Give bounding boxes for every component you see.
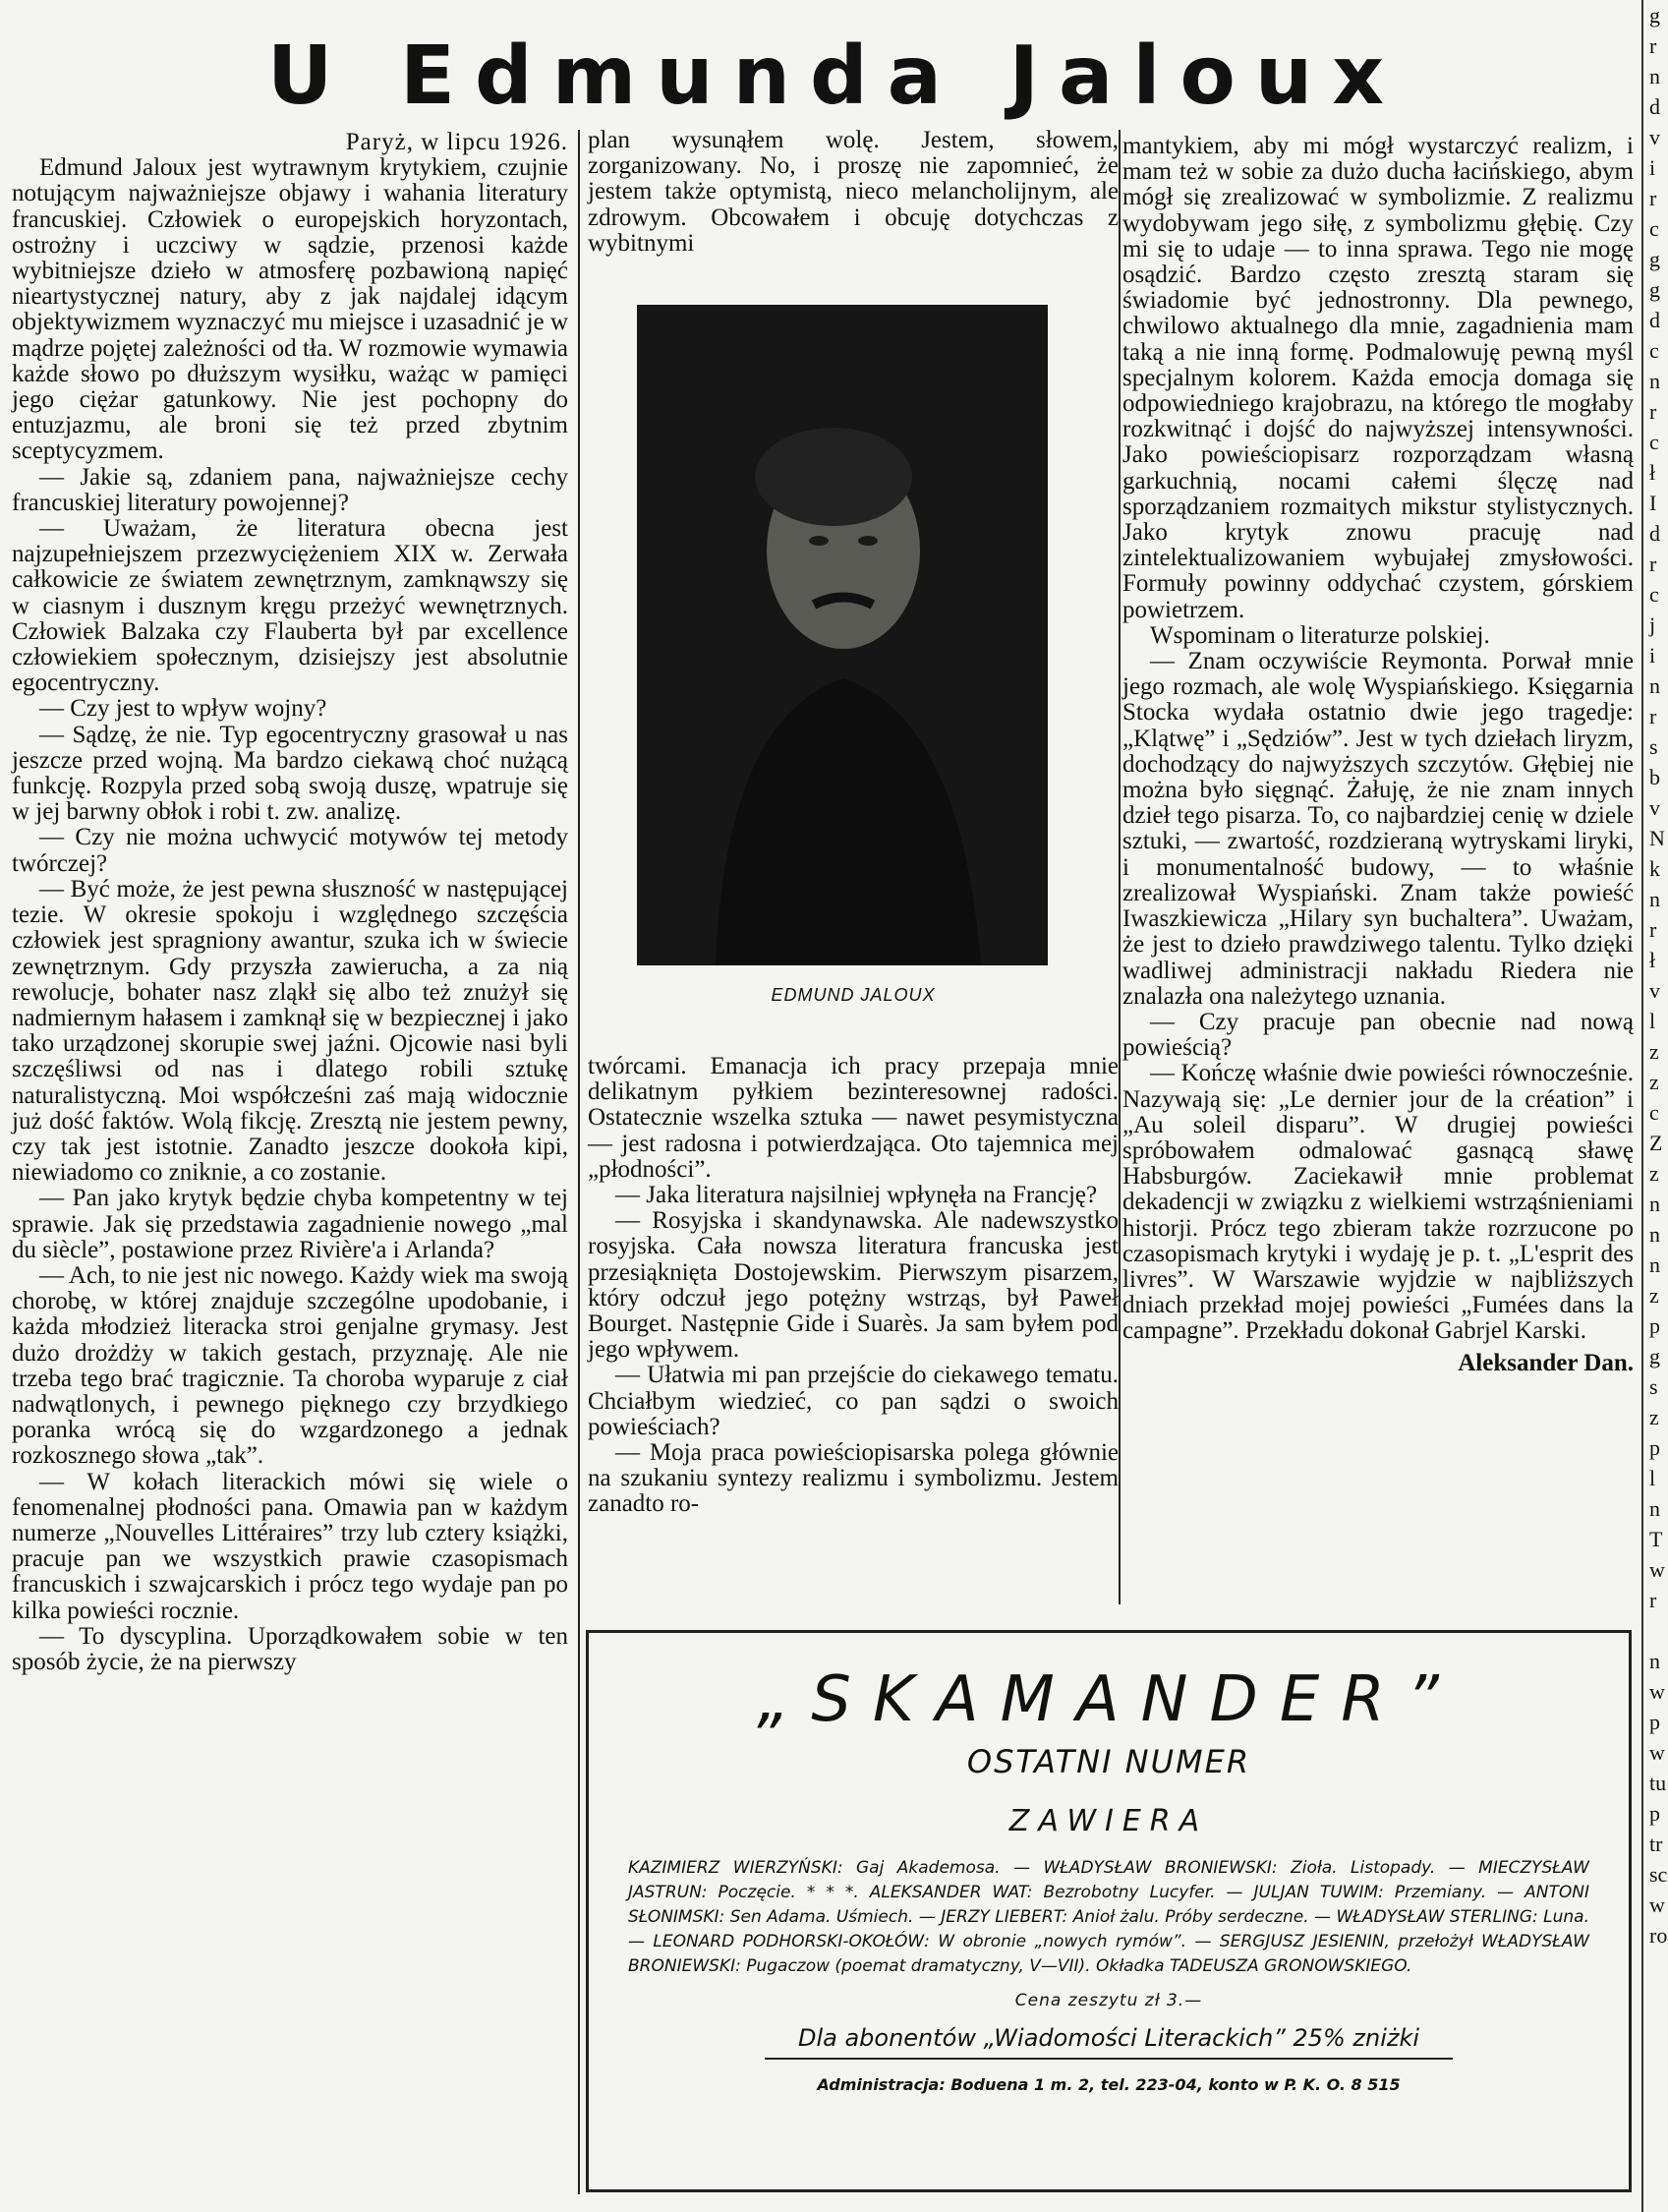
paragraph: twórcami. Emanacja ich pracy przepaja mnie delikatnym pyłkiem bezinteresownej radości. Ostatecznie wszelka sztuka — nawet pesymistyczna — jest radosna i potwierdzająca. Oto tajemnica mej „płodności”. [588, 1053, 1119, 1183]
paragraph: — To dyscyplina. Uporządkowałem sobie w ten sposób życie, że na pierwszy [12, 1622, 568, 1675]
paragraph: — Moja praca powieściopisarska polega głównie na szukaniu syntezy realizmu i symbolizmu. Jestem zanadto ro- [588, 1439, 1119, 1518]
ad-contains-label: ZAWIERA [1008, 1804, 1209, 1838]
ad-subscriber-discount: Dla abonentów „Wiadomości Literackich” 25% zniżki [765, 2024, 1453, 2060]
paragraph: — Jaka literatura najsilniej wpłynęła na Francję? [615, 1182, 1098, 1209]
author-signature: Aleksander Dan. [1458, 1349, 1634, 1376]
paragraph: — Pan jako krytyk będzie chyba kompetentny w tej sprawie. Jak się przedstawia zagadnienie nowego „mal du siècle”, postawione przez Rivière'a i Arlanda? [12, 1185, 568, 1263]
paragraph: — Kończę właśnie dwie powieści równocześnie. Nazywają się: „Le dernier jour de la création” i „Au soleil disparu”. W drugiej powieści spróbowałem odmalować gasnącą sławę Habsburgów. Zaciekawił mnie problemat dekadencji w związku z wielkiemi wstrząśnieniami historji. Prócz tego zbieram także rozrzucone po czasopismach krytyki i wydaję je p. t. „L'esprit des livres”. W Warszawie wyjdzie w najbliższych dniach przekład mojej powieści „Fumées dans la campagne”. Przekładu dokonał Gabrjel Karski. [1122, 1060, 1634, 1345]
column-3-body [1122, 134, 1634, 1345]
column-1-body [12, 155, 568, 1675]
paragraph: — Rosyjska i skandynawska. Ale nadewszystko rosyjska. Cała nowsza literatura francuska jest przesiąknięta Dostojewskim. Pierwszym pisarzem, który odczuł jego potężny wstrząs, był Paweł Bourget. Następnie Gide i Suarès. Ja sam byłem pod jego wpływem. [588, 1207, 1119, 1364]
paragraph: — Znam oczywiście Reymonta. Porwał mnie jego rozmach, ale wolę Wyspiańskiego. Księgarnia Stocka wydała ostatnio dwie jego tragedje: „Klątwę” i „Sędziów”. Jest w tych dziełach liryzm, dochodzący do najwyższych szczytów. Głębiej nie można było sięgnąć. Żałuję, że nie znam innych dzieł tego pisarza. To, co najbardziej cenię w dziele sztuki, — zwartość, rozdzieraną wytryskami liryki, i monumentalność budowy, — to właśnie zrealizował Wyspiański. Znam także powieść Iwaszkiewicza „Hilary syn buchaltera”. Uważam, że jest to dzieło prawdziwego talentu. Tylko dzięki wadliwej administracji nakładu Riedera nie znalazła ona należytego uznania. [1122, 648, 1634, 1010]
paragraph: mantykiem, aby mi mógł wystarczyć realizm, i mam też w sobie za dużo ducha łacińskiego, abym mógł się zrealizować w symbolizmie. Z realizmu wydobywam jego siłę, z symbolizmu głębię. Czy mi się to udaje — to inna sprawa. Tego nie mogę osądzić. Bardzo często zresztą staram się świadomie być jednostronny. Dla pewnego, chwilowo aktualnego dla mnie, zagadnienia mam taką a nie inną formę. Podmalowuję pewną myśl specjalnym kolorem. Każda emocja domaga się odpowiedniego krajobrazu, na którego tle mogłaby rozkwitnąć i dojść do najwyższej intensywności. Jako powieściopisarz rozporządzam własną garkuchnią, nocami całemi ślęczę nad sporządzaniem rozmaitych mikstur stylistycznych. Jako krytyk znowu pracuję nad zintelektualizowaniem wybujałej zmysłowości. Formuły powinny oddychać czystem, górskiem powietrzem. [1122, 133, 1634, 623]
column-rule-2 [1119, 130, 1121, 1604]
column-2-body [588, 1054, 1119, 1518]
portrait-image [637, 305, 1048, 965]
paragraph: Wspominam o literaturze polskiej. [1150, 621, 1490, 649]
column-3 [1122, 134, 1634, 1376]
paragraph: — Uważam, że literatura obecna jest najzupełniejszem przezwyciężeniem XIX w. Zerwała całkowicie ze światem zewnętrznym, zamknąwszy się w ciasnym i dusznym kręgu przeżyć wewnętrznych. Człowiek Balzaka czy Flauberta był par excellence człowiekiem społecznym, dzisiejszy jest absolutnie egocentryczny. [12, 515, 568, 697]
ad-title: „SKAMANDER” [757, 1663, 1461, 1736]
ad-subtitle: OSTATNI NUMER [966, 1743, 1251, 1780]
paragraph: — Jakie są, zdaniem pana, najważniejsze cechy francuskiej literatury powojennej? [12, 463, 568, 516]
skamander-advertisement [586, 1630, 1632, 2192]
paragraph: — Ach, to nie jest nic nowego. Każdy wiek ma swoją chorobę, w której znajduje szczególne upodobanie, i każda młodzież literacka stroi genjalne grymasy. Jest dużo drożdży w takich gestach, przyznaję. Ale nie trzeba tego brać tragicznie. Ta choroba wyparuje z ciał nadwątlonych, i pewnego pięknego czy brzydkiego poranka wrócą się do wzgardzonego a jednak rozkosznego słowa „tak”. [12, 1261, 568, 1470]
column-1 [12, 130, 568, 1675]
paragraph: — Czy jest to wpływ wojny? [39, 695, 327, 723]
paragraph: — W kołach literackich mówi się wiele o fenomenalnej płodności pana. Omawia pan w każdym numerze „Nouvelles Littéraires” trzy lub cztery książki, pracuje pan we wszystkich prawie czasopismach francuskich i szwajcarskich i prócz tego wydaje pan po kilka powieści rocznie. [12, 1468, 568, 1624]
column-2 [588, 128, 1119, 257]
paragraph: — Sądzę, że nie. Typ egocentryczny grasował u nas jeszcze przed wojną. Ma bardzo ciekawą choć nużącą funkcję. Rozpyla przed sobą swoją duszę, wpatruje się w jej barwny obłok i robi t. zw. analizę. [12, 721, 568, 826]
paragraph: — Czy pracuje pan obecnie nad nową powieścią? [1122, 1008, 1634, 1062]
adjacent-page-edge: g r n d v i r c g g d c n r c ł I d r c j i n r s b v N k n r ł v l z z c Z z n n n z p g s z p l n T w r n w p w tu p tr sc w ro [1641, 0, 1668, 2212]
column-2-bottom [588, 1054, 1119, 1518]
paragraph: — Być może, że jest pewna słuszność w następującej tezie. W okresie spokoju i względnego szczęścia człowiek jest spragniony awantur, szuka ich w świecie zewnętrznym. Gdy przyszła zawierucha, a za nią rewolucje, bohater nasz zląkł się albo też znużył się nadmiernym hałasem i zamknął się w bezpiecznej i jako tako urządzonej skorupie swej jaźni. Ojcowie nasi byli szczęśliwsi od nas i dlatego robili sztukę naturalistyczną. Moi współcześni zaś mają widocznie już dość faktów. Wolą fikcję. Zresztą nie jestem pewny, czy tak jest istotnie. Zanadto jeszcze dookoła kipi, niewiadomo co zniknie, a co zostanie. [12, 875, 568, 1187]
column-2-top-text: plan wysunąłem wolę. Jestem, słowem, zorganizowany. No, i proszę nie zapomnieć, że jestem także optymistą, nieco melancholijnym, ale zdrowym. Obcowałem i obcuję dotychczas z wybitnymi [588, 127, 1119, 257]
paragraph: Edmund Jaloux jest wytrawnym krytykiem, czujnie notującym najważniejsze objawy i wahania literatury francuskiej. Człowiek o europejskich horyzontach, ostrożny i uczciwy w sądzie, przenosi każde wybitniejsze dzieło w atmosferę pozbawioną napięć nieartystycznej natury, aby z jak najdalej idącym objektywizmem wyznaczyć mu miejsce i uzasadnić je w mądrze pojętej zależności od tła. W rozmowie wymawia każde słowo po dłuższym wysiłku, ważąc w pamięci jego ciężar gatunkowy. Nie jest pochopny do entuzjazmu, ale broni się też przed zbytnim sceptycyzmem. [12, 154, 568, 465]
photo-caption: EDMUND JALOUX [771, 985, 936, 1005]
ad-administration: Administracja: Boduena 1 m. 2, tel. 223-04, konto w P. K. O. 8 515 [817, 2075, 1401, 2094]
article-title: U Edmunda Jaloux [266, 29, 1405, 123]
column-rule-1 [578, 130, 580, 2194]
paragraph: — Ułatwia mi pan przejście do ciekawego tematu. Chciałbym wiedzieć, co pan sądzi o swoich powieściach? [588, 1362, 1119, 1440]
portrait-photo [637, 305, 1048, 965]
ad-contents: KAZIMIERZ WIERZYŃSKI: Gaj Akademosa. — WŁADYSŁAW BRONIEWSKI: Zioła. Listopady. — MIECZYSŁAW JASTRUN: Poczęcie. * * *. ALEKSANDER WAT: Bezrobotny Lucyfer. — JULJAN TUWIM: Przemiany. — ANTONI SŁONIMSKI: Sen Adama. Uśmiech. — JERZY LIEBERT: Anioł żalu. Próby serdeczne. — WŁADYSŁAW STERLING: Luna. — LEONARD PODHORSKI-OKOŁÓW: W obronie „nowych rymów”. — SERGJUSZ JESIENIN, przełożył WŁADYSŁAW BRONIEWSKI: Pugaczow (poemat dramatyczny, V—VII). Okładka TADEUSZA GRONOWSKIEGO. [628, 1858, 1589, 1976]
paragraph: — Czy nie można uchwycić motywów tej metody twórczej? [12, 824, 568, 877]
dateline: Paryż, w lipcu 1926. [345, 129, 568, 155]
ad-price: Cena zeszytu zł 3.— [1014, 1991, 1203, 2010]
